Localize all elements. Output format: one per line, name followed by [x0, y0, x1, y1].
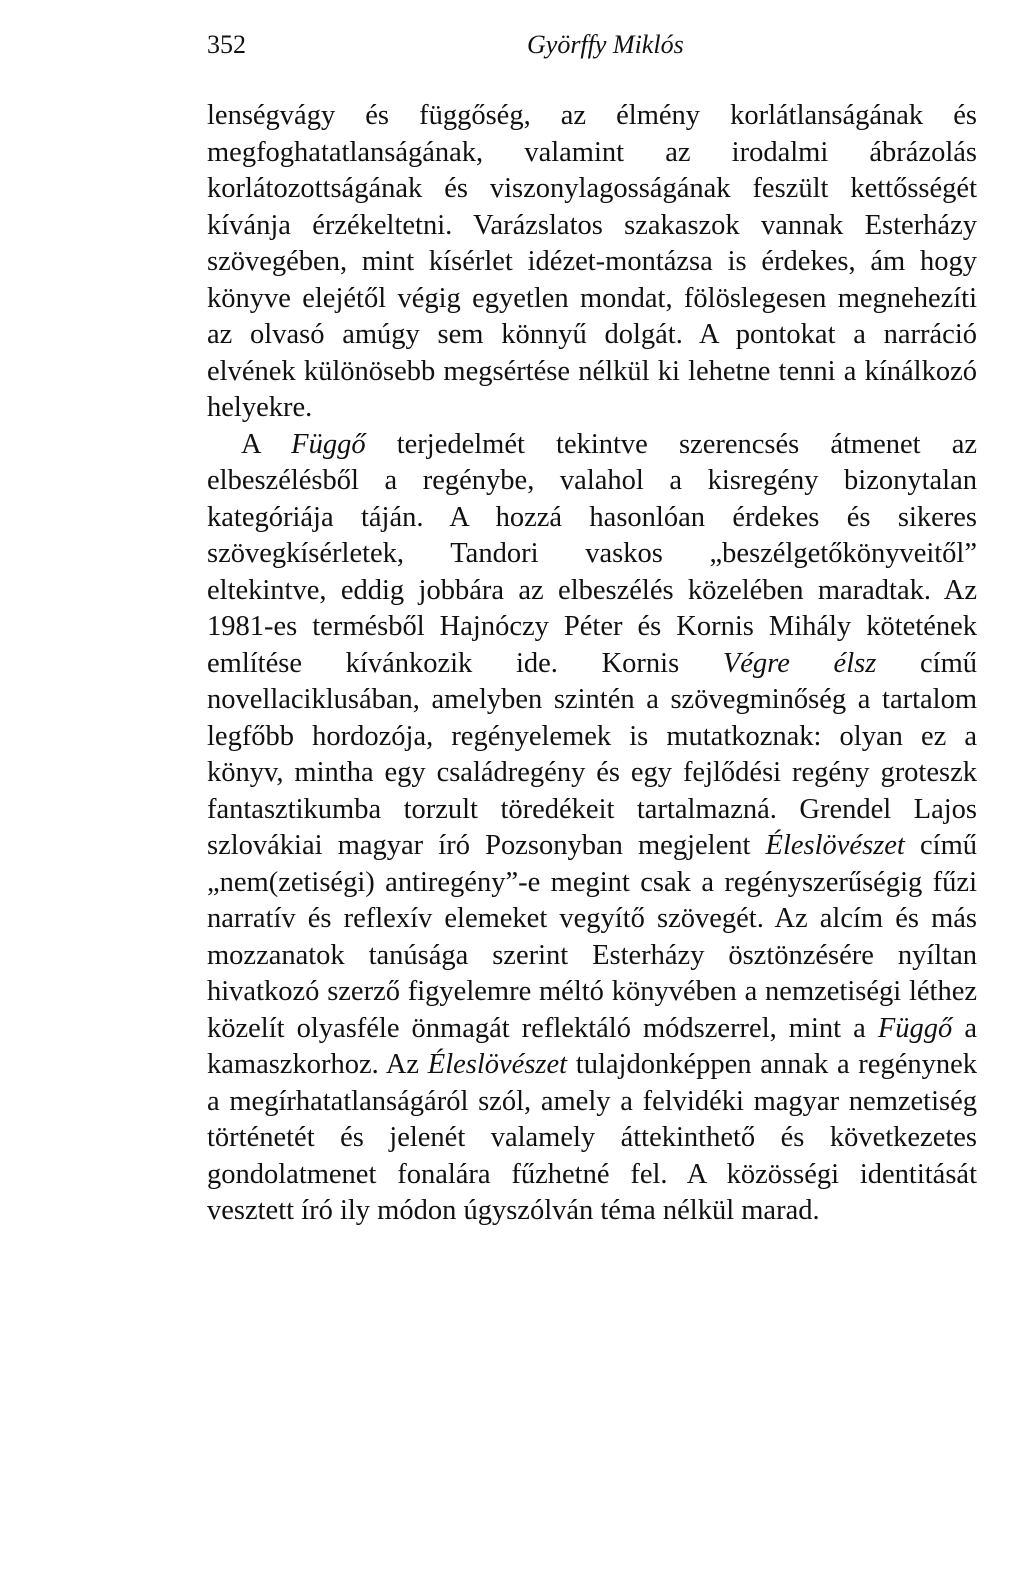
running-head-author: Györffy Miklós: [527, 30, 684, 59]
page-number: 352: [207, 30, 246, 59]
paragraph-1: [207, 98, 977, 427]
book-title-fuggo-2: Függő: [877, 1012, 953, 1044]
book-title-fuggo: Függő: [291, 428, 366, 460]
book-title-eleslovészet-2: Éleslövészet: [427, 1049, 568, 1080]
paragraph-2-segment-7: című „nem(zetiségi) antiregény”-e megint csak a regényszerűségig fűzi narratív és reflexív elemeket vegyítő szövegét. Az alcím és más mozzanatok tanúsága szerint Esterházy ösztönzésére nyíltan hivatkozó szerző figyelemre méltó könyvében a nemzetiségi léthez közelít olyasféle önmagát reflektáló módszerrel, mint a: [207, 830, 977, 1044]
paragraph-2-segment-3: terjedelmét tekintve szerencsés átmenet az elbeszélésből a regénybe, valahol a kisregény bizonytalan kategóriája táján. A hozzá hasonlóan érdekes és sikeres szövegkísérletek, Tandori vaskos „beszélgetőkönyveitől” eltekintve, eddig jobbára az elbeszélés közelében maradtak. Az 1981-es termésből Hajnóczy Péter és Kornis Mihály kötetének említése kívánkozik ide. Kornis: [207, 428, 978, 679]
page-header: [207, 30, 977, 70]
paragraph-2-segment-1: A: [241, 428, 292, 460]
body-text: [207, 98, 977, 1230]
book-title-vegre-elsz: Végre élsz: [722, 647, 877, 679]
paragraph-1-segment-1: lenségvágy és függőség, az élmény korlátlanságának és megfoghatatlanságának, valamint az irodalmi ábrázolás korlátozottságának és viszonylagosságának feszült kettősségét kívánja érzékeltetni. Varázslatos szakaszok vannak Esterházy szövegében, mint kísérlet idézet-montázsa is érdekes, ám hogy könyve elejétől végig egyetlen mondat, fölöslegesen megnehezíti az olvasó amúgy sem könnyű dolgát. A pontokat a narráció elvének különösebb megsértése nélkül ki lehetne tenni a kínálkozó helyekre.: [207, 100, 977, 423]
paragraph-2-segment-11: tulajdonképpen annak a regénynek a megírhatatlanságáról szól, amely a felvidéki magyar nemzetiség történetét és jelenét valamely áttekinthető és következetes gondolatmenet fonalára fűzhetné fel. A közösségi identitását vesztett író ily módon úgyszólván téma nélkül marad.: [207, 1049, 977, 1226]
paragraph-2-segment-9: a kamaszkorhoz. Az: [207, 1012, 977, 1080]
paragraph-2: [207, 427, 977, 1230]
paragraph-2-segment-5: című novellaciklusában, amelyben szintén a szövegminőség a tartalom legfőbb hordozója, regényelemek is mutatkoznak: olyan ez a könyv, mintha egy családregény és egy fejlődési regény groteszk fantasztikumba torzult töredékeit tartalmazná. Grendel Lajos szlovákiai magyar író Pozsonyban megjelent: [207, 647, 977, 861]
book-title-eleslovészet: Éleslövészet: [765, 830, 905, 861]
